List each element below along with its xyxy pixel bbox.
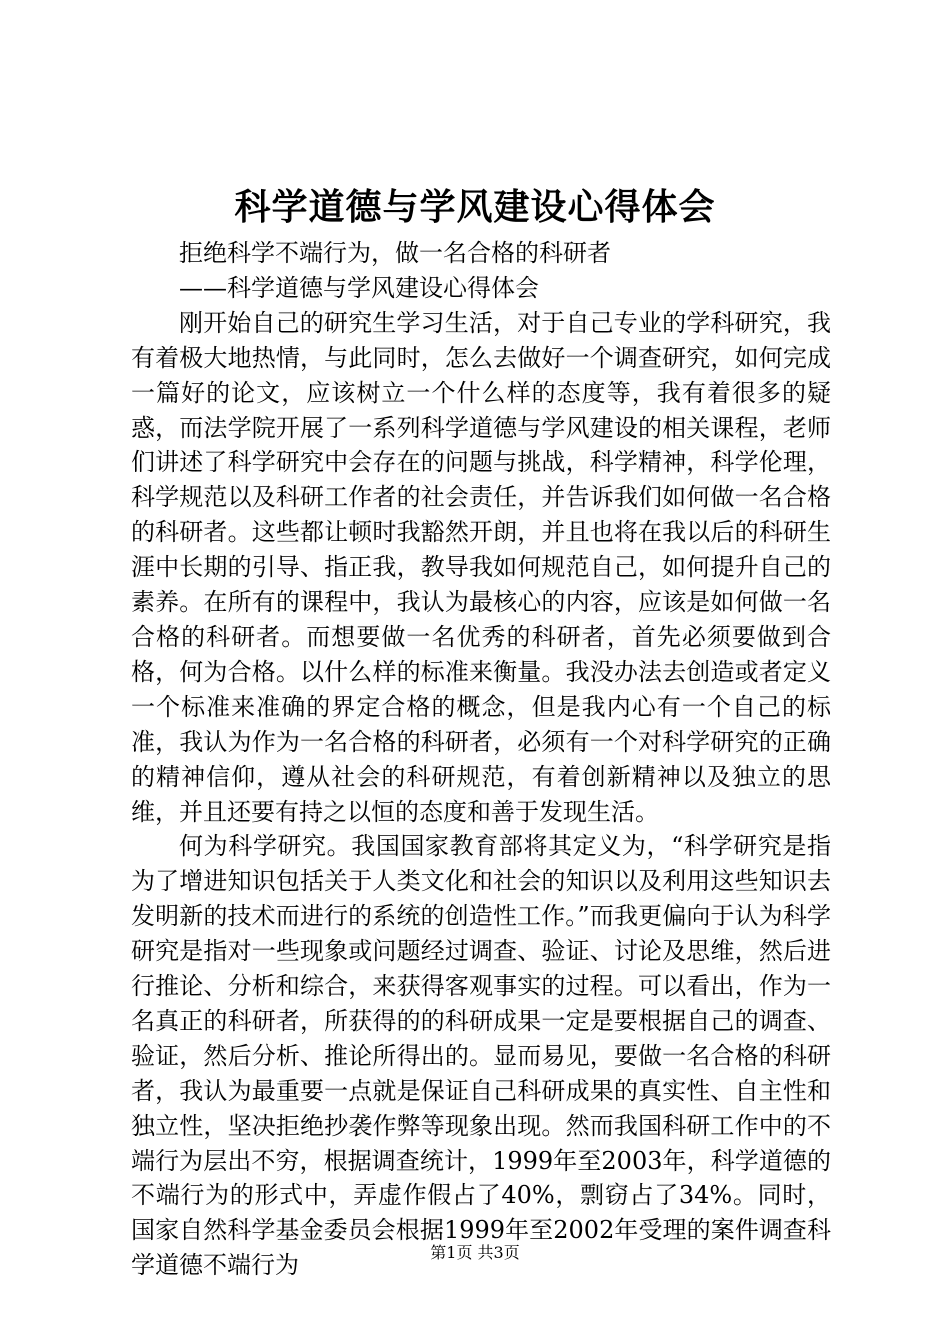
subtitle-line-2: ——科学道德与学风建设心得体会 bbox=[179, 273, 539, 302]
paragraph-2: 何为科学研究。我国国家教育部将其定义为，“科学研究是指为了增进知识包括关于人类文化和社会的知识以及利用这些知识去发明新的技术而进行的系统的创造性工作。”而我更偏向于认为科学研究是指对一些现象或问题经过调查、验证、讨论及思维，然后进行推论、分析和综合，来获得客观事实的过程。可以看出，作为一名真正的科研者，所获得的的科研成果一定是要根据自己的调查、验证，然后分析、推论所得出的。显而易见，要做一名合格的科研者，我认为最重要一点就是保证自己科研成果的真实性、自主性和独立性，坚决拒绝抄袭作弊等现象出现。然而我国科研工作中的不端行为层出不穷，根据调查统计，1999年至2003年，科学道德的不端行为的形式中，弄虚作假占了40%，剽窃占了34%。同时，国家自然科学基金委员会根据1999年至2002年受理的案件调查科学道德不端行为 bbox=[131, 832, 831, 1280]
document-body bbox=[131, 236, 831, 1283]
subtitle-line-1: 拒绝科学不端行为，做一名合格的科研者 bbox=[179, 239, 611, 267]
paragraph-1: 刚开始自己的研究生学习生活，对于自己专业的学科研究，我有着极大地热情，与此同时，怎么去做好一个调查研究，如何完成一篇好的论文，应该树立一个什么样的态度等，我有着很多的疑惑，而法学院开展了一系列科学道德与学风建设的相关课程，老师们讲述了科学研究中会存在的问题与挑战，科学精神，科学伦理，科学规范以及科研工作者的社会责任，并告诉我们如何做一名合格的科研者。这些都让顿时我豁然开朗，并且也将在我以后的科研生涯中长期的引导、指正我，教导我如何规范自己，如何提升自己的素养。在所有的课程中，我认为最核心的内容，应该是如何做一名合格的科研者。而想要做一名优秀的科研者，首先必须要做到合格，何为合格。以什么样的标准来衡量。我没办法去创造或者定义一个标准来准确的界定合格的概念，但是我内心有一个自己的标准，我认为作为一名合格的科研者，必须有一个对科学研究的正确的精神信仰，遵从社会的科研规范，有着创新精神以及独立的思维，并且还要有持之以恒的态度和善于发现生活。 bbox=[131, 308, 831, 826]
page-footer: 第1页 共3页 bbox=[430, 1243, 520, 1262]
document-title: 科学道德与学风建设心得体会 bbox=[234, 186, 716, 228]
